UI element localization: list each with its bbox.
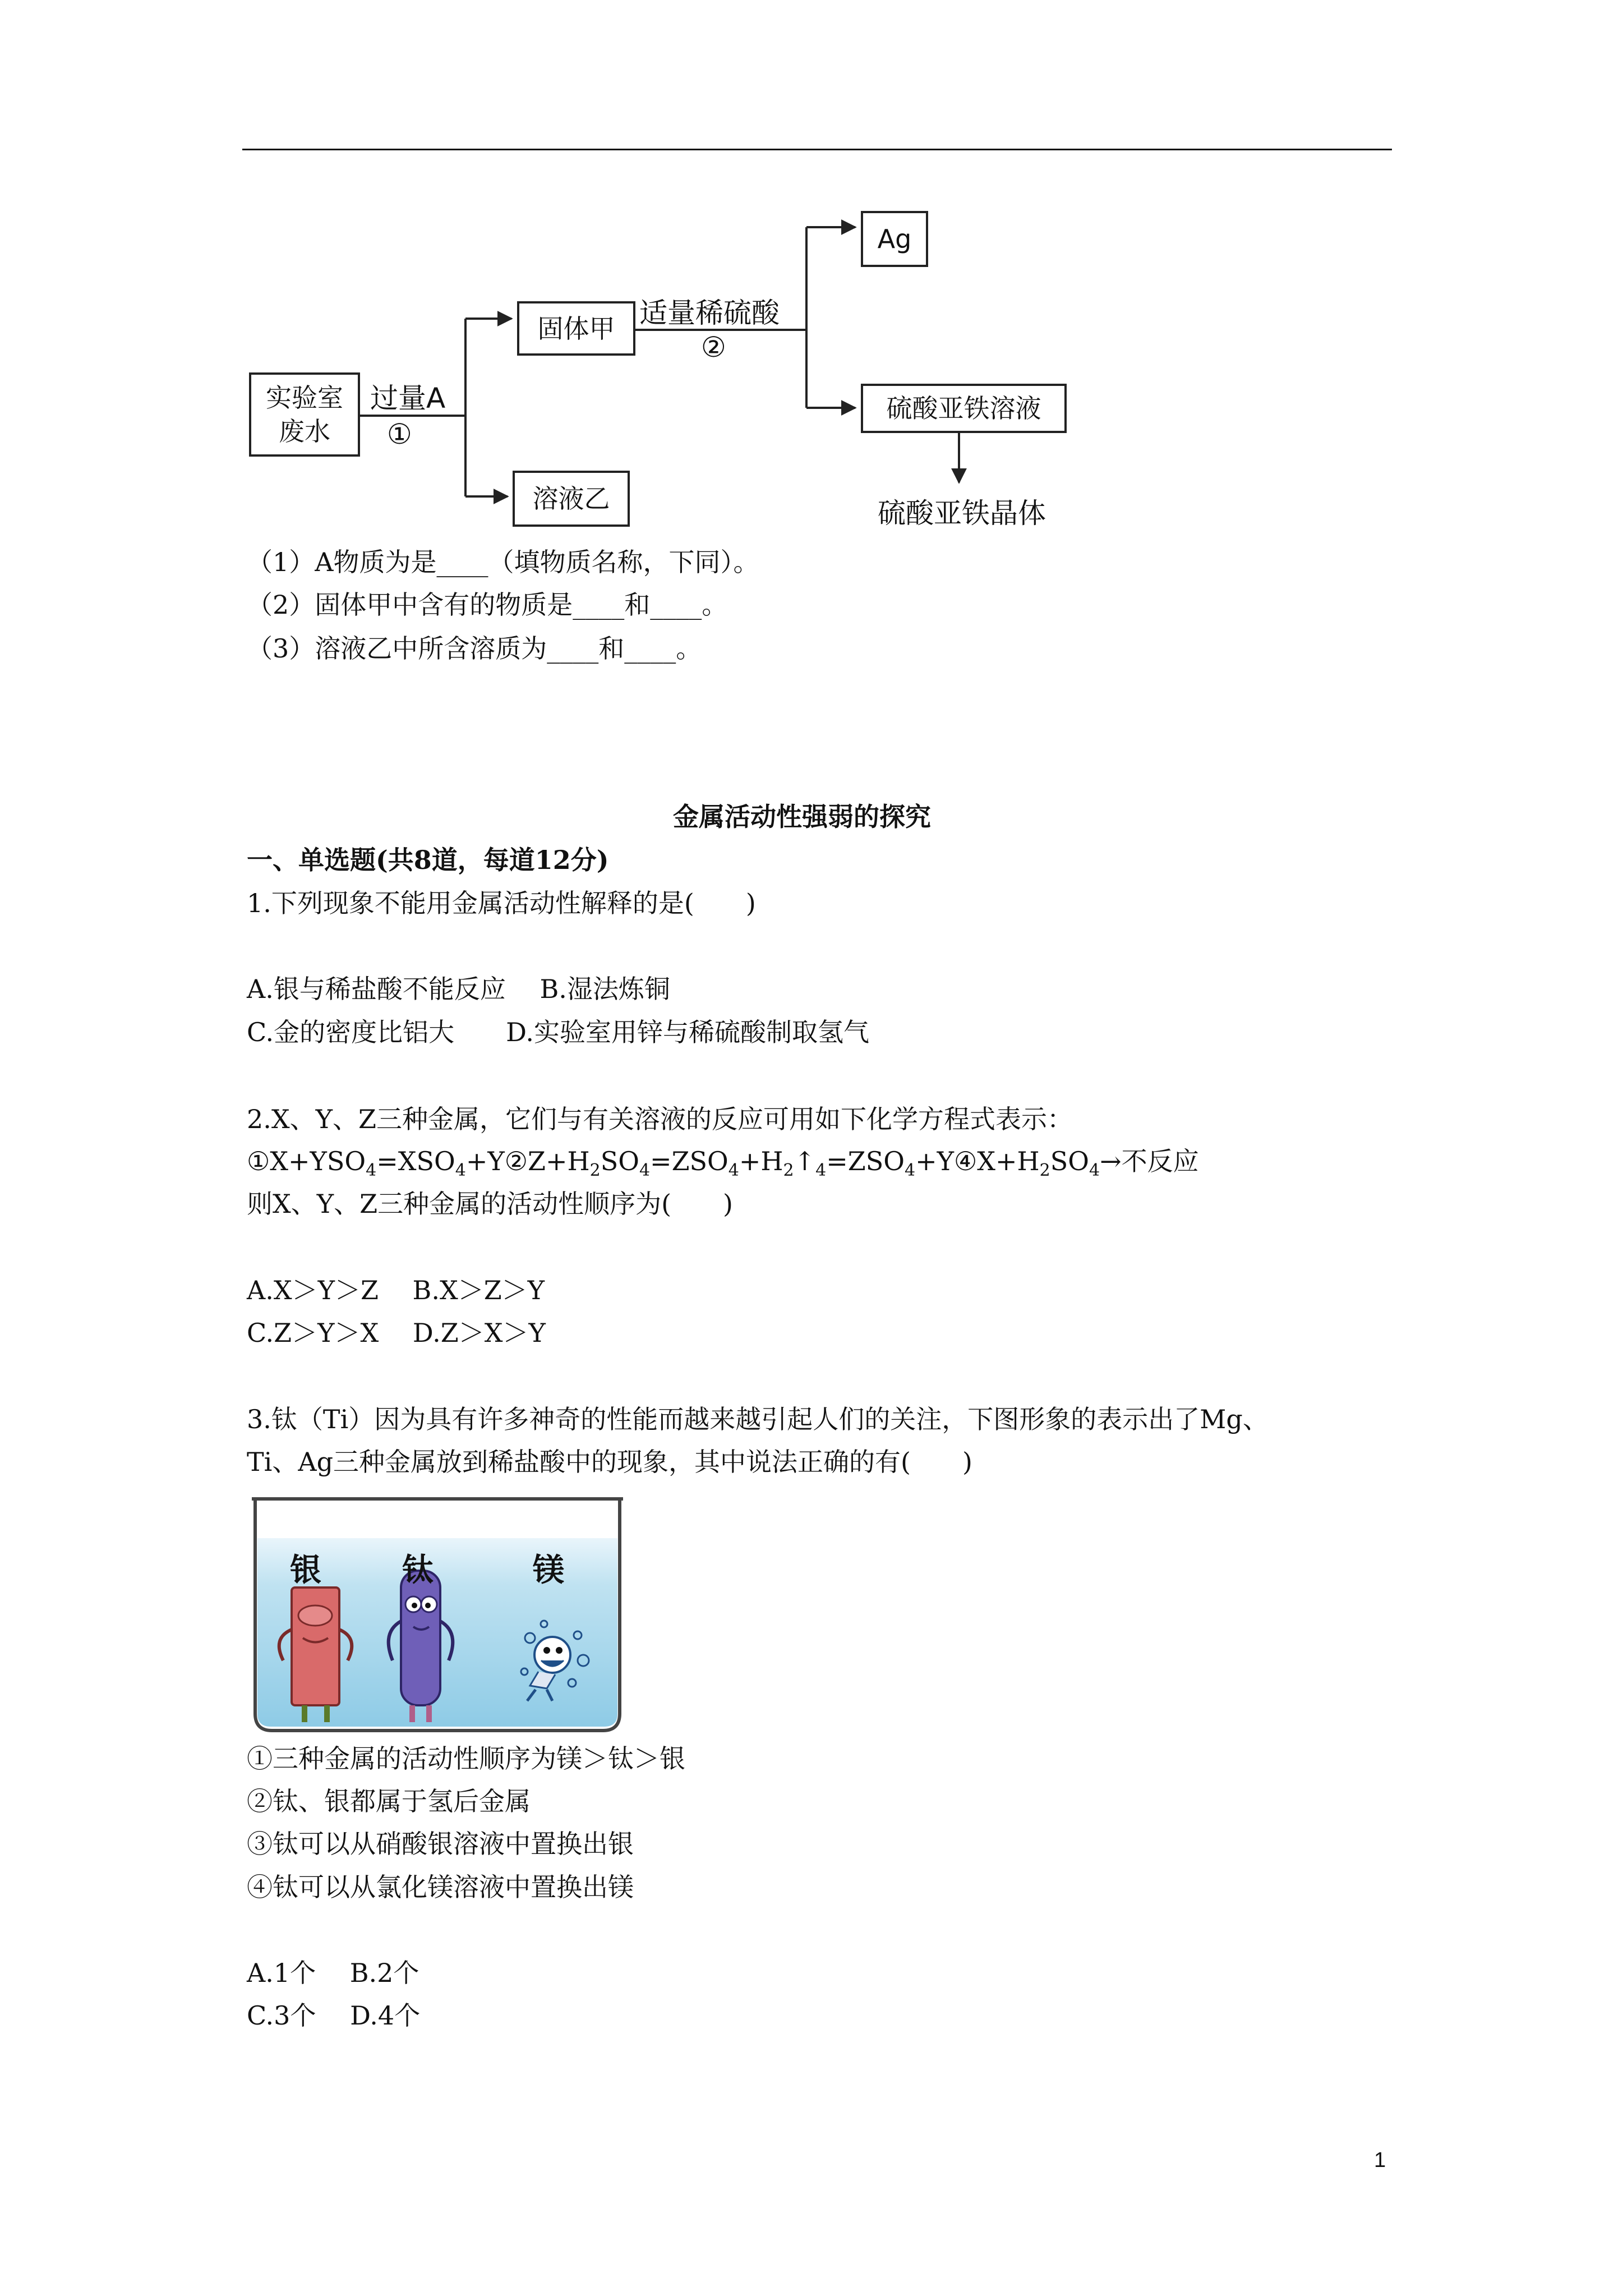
q3-statement-2: ②钛、银都属于氢后金属 xyxy=(247,1786,531,1816)
label-excess-a: 过量A xyxy=(370,382,446,415)
label-dilute-sulfuric-acid: 适量稀硫酸 xyxy=(639,297,780,329)
q1-options-cd: C.金的密度比铝大 D.实验室用锌与稀硫酸制取氢气 xyxy=(247,1017,870,1047)
beaker-label-magnesium: 镁 xyxy=(533,1552,564,1589)
q3-statement-1: ①三种金属的活动性顺序为镁＞钛＞银 xyxy=(247,1743,685,1774)
question-top-2: （2）固体甲中含有的物质是____和____。 xyxy=(247,590,728,620)
box-feso4-solution: 硫酸亚铁溶液 xyxy=(861,384,1067,433)
q3-statement-4: ④钛可以从氯化镁溶液中置换出镁 xyxy=(247,1872,634,1902)
box-solution-yi: 溶液乙 xyxy=(513,471,630,527)
label-step-2: ② xyxy=(701,331,726,364)
box-solid-jia: 固体甲 xyxy=(517,301,635,356)
flowchart xyxy=(0,0,1623,561)
label-step-1: ① xyxy=(387,418,412,450)
label-feso4-crystal: 硫酸亚铁晶体 xyxy=(878,497,1046,530)
q2-stem: 2.X、Y、Z三种金属，它们与有关溶液的反应可用如下化学方程式表示： xyxy=(247,1104,1073,1134)
q1-stem: 1.下列现象不能用金属活动性解释的是( ) xyxy=(247,888,756,918)
beaker-drawing xyxy=(250,1492,625,1739)
beaker-illustration xyxy=(250,1492,625,1739)
beaker-label-silver: 银 xyxy=(290,1552,321,1589)
q2-options-cd: C.Z＞Y＞X D.Z＞X＞Y xyxy=(247,1318,546,1348)
q3-statement-3: ③钛可以从硝酸银溶液中置换出银 xyxy=(247,1829,634,1859)
page-number: 1 xyxy=(1374,2148,1386,2172)
box-ag: Ag xyxy=(861,211,928,267)
question-top-3: （3）溶液乙中所含溶质为____和____。 xyxy=(247,633,702,664)
q2-equations: $①X+YSO_4=XSO_4+Y②Z+H_2SO_4=ZSO_4+H_2↑_4=ZSO_4+Y④X+H_2SO_4\to$不反应 xyxy=(247,1146,1199,1180)
section-title: 金属活动性强弱的探究 xyxy=(673,802,931,832)
q2-options-ab: A.X＞Y＞Z B.X＞Z＞Y xyxy=(247,1275,545,1305)
q2-stem-2: 则X、Y、Z三种金属的活动性顺序为( ) xyxy=(247,1189,733,1219)
q3-stem-line1: 3.钛（Ti）因为具有许多神奇的性能而越来越引起人们的关注，下图形象的表示出了Mg、 xyxy=(247,1404,1269,1434)
box-lab-wastewater: 实验室 废水 xyxy=(249,372,360,457)
question-top-1: （1）A物质为是____（填物质名称，下同）。 xyxy=(247,547,759,577)
flowchart-connectors xyxy=(0,0,1623,561)
q3-options-ab: A.1个 B.2个 xyxy=(247,1958,419,1988)
q3-stem-line2: Ti、Ag三种金属放到稀盐酸中的现象，其中说法正确的有( ) xyxy=(247,1447,972,1477)
q1-options-ab: A.银与稀盐酸不能反应 B.湿法炼铜 xyxy=(247,974,670,1004)
q3-options-cd: C.3个 D.4个 xyxy=(247,2000,421,2031)
section-heading: 一、单选题(共8道，每道12分) xyxy=(247,845,609,875)
beaker-label-titanium: 钛 xyxy=(402,1552,434,1589)
